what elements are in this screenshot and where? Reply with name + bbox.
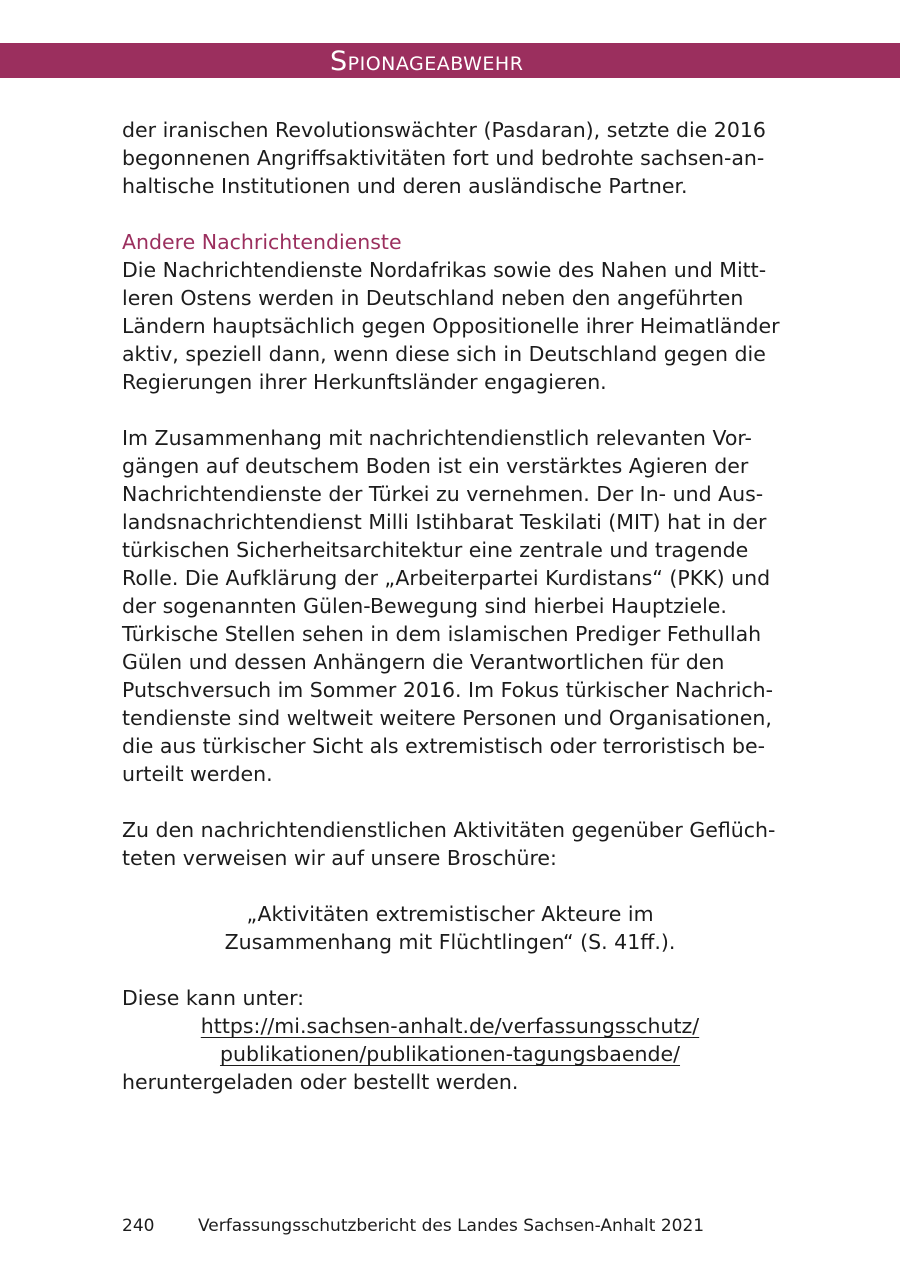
text-line: Zu den nachrichtendienstlichen Aktivitäten gegenüber Geflüch- — [122, 818, 776, 842]
text-line: aktiv, speziell dann, wenn diese sich in Deutschland gegen die — [122, 342, 766, 366]
spacer — [122, 200, 782, 228]
text-line: der iranischen Revolutionswächter (Pasdaran), setzte die 2016 — [122, 118, 766, 142]
quote-line: „Aktivitäten extremistischer Akteure im — [246, 902, 654, 926]
text-line: urteilt werden. — [122, 762, 273, 786]
download-outro: heruntergeladen oder bestellt werden. — [122, 1070, 519, 1094]
spacer — [122, 872, 782, 900]
paragraph-refugees — [122, 816, 782, 872]
spacer — [122, 956, 782, 984]
download-intro: Diese kann unter: — [122, 986, 305, 1010]
page-footer — [122, 1214, 704, 1238]
download-link-line — [122, 1012, 778, 1040]
page-section-title: Spionageabwehr — [330, 46, 524, 77]
section-heading: Andere Nachrichtendienste — [122, 230, 402, 254]
text-line: Türkische Stellen sehen in dem islamischen Prediger Fethullah — [122, 622, 762, 646]
download-link-part-2[interactable]: publikationen/publikationen-tagungsbaende/ — [219, 1042, 681, 1066]
text-line: haltische Institutionen und deren ausländische Partner. — [122, 174, 688, 198]
intro-paragraph — [122, 116, 782, 200]
spacer — [122, 396, 782, 424]
page-number: 240 — [122, 1216, 155, 1236]
text-line: Nachrichtendienste der Türkei zu vernehmen. Der In- und Aus- — [122, 482, 764, 506]
text-line: der sogenannten Gülen-Bewegung sind hierbei Hauptziele. — [122, 594, 727, 618]
download-link-part-1[interactable]: https://mi.sachsen-anhalt.de/verfassungsschutz/ — [200, 1014, 700, 1038]
paragraph-turkey — [122, 424, 782, 788]
text-line: teten verweisen wir auf unsere Broschüre: — [122, 846, 557, 870]
main-content — [122, 116, 782, 1096]
text-line: türkischen Sicherheitsarchitektur eine zentrale und tragende — [122, 538, 749, 562]
download-paragraph — [122, 984, 782, 1096]
text-line: begonnenen Angriffsaktivitäten fort und bedrohte sachsen-an- — [122, 146, 765, 170]
text-line: Ländern hauptsächlich gegen Oppositionelle ihrer Heimatländer — [122, 314, 780, 338]
text-line: tendienste sind weltweit weitere Personen und Organisationen, — [122, 706, 772, 730]
text-line: Putschversuch im Sommer 2016. Im Fokus türkischer Nachrich- — [122, 678, 774, 702]
text-line: Gülen und dessen Anhängern die Verantwortlichen für den — [122, 650, 725, 674]
text-line: Die Nachrichtendienste Nordafrikas sowie des Nahen und Mitt- — [122, 258, 767, 282]
text-line: Rolle. Die Aufklärung der „Arbeiterpartei Kurdistans“ (PKK) und — [122, 566, 771, 590]
text-line: landsnachrichtendienst Milli Istihbarat Teskilati (MIT) hat in der — [122, 510, 767, 534]
text-line: Im Zusammenhang mit nachrichtendienstlich relevanten Vor- — [122, 426, 752, 450]
paragraph-other-services — [122, 256, 782, 396]
download-link-line — [122, 1040, 778, 1068]
text-line: die aus türkischer Sicht als extremistisch oder terroristisch be- — [122, 734, 766, 758]
text-line: gängen auf deutschem Boden ist ein verstärktes Agieren der — [122, 454, 749, 478]
spacer — [122, 788, 782, 816]
text-line: Regierungen ihrer Herkunftsländer engagieren. — [122, 370, 607, 394]
publication-title: Verfassungsschutzbericht des Landes Sachsen-Anhalt 2021 — [198, 1216, 705, 1236]
text-line: leren Ostens werden in Deutschland neben den angeführten — [122, 286, 744, 310]
brochure-title-quote — [122, 900, 782, 956]
quote-line: Zusammenhang mit Flüchtlingen“ (S. 41ff.). — [224, 930, 676, 954]
